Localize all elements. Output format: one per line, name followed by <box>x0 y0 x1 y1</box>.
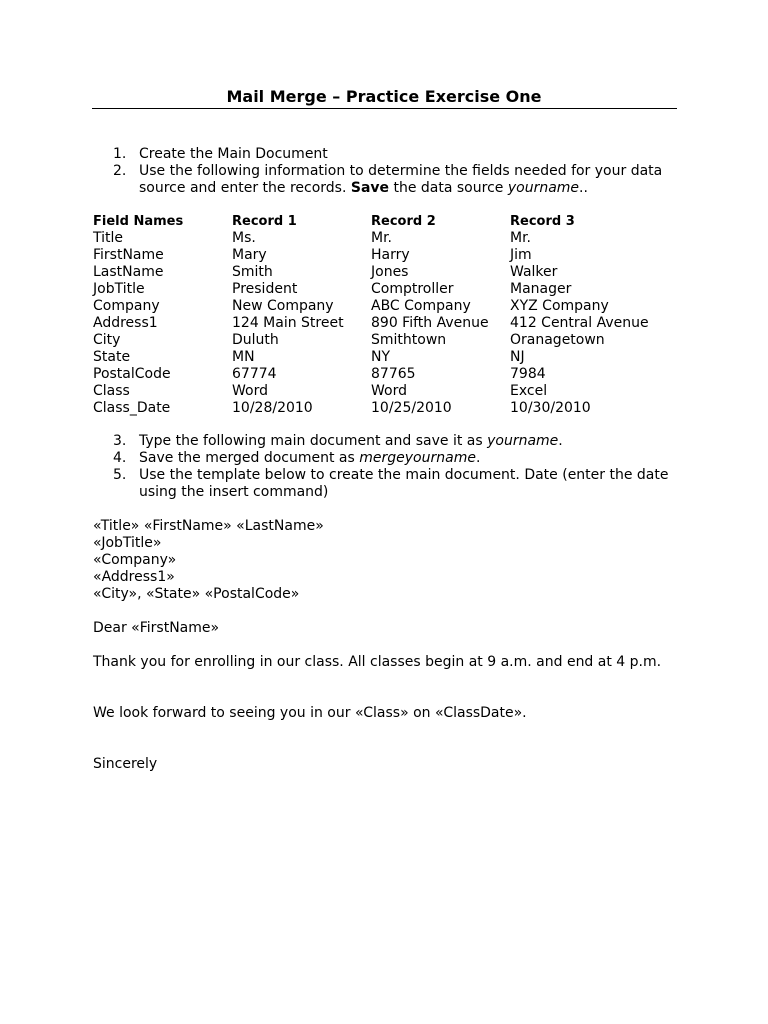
list-number: 3. <box>113 433 127 449</box>
record-value-cell: Walker <box>510 264 558 280</box>
table-row <box>93 332 670 349</box>
list-item <box>113 450 683 467</box>
record-value-cell: Jim <box>510 247 532 263</box>
table-row <box>93 366 670 383</box>
record-value-cell: NJ <box>510 349 525 365</box>
title-underline <box>92 108 677 109</box>
bold-text: Save <box>350 180 390 196</box>
instructions-list-part1 <box>113 146 683 197</box>
table-row <box>93 315 670 332</box>
record-value-cell: Oranagetown <box>510 332 605 348</box>
record-value-cell: 10/25/2010 <box>371 400 452 416</box>
record-value-cell: New Company <box>232 298 334 314</box>
record-value-cell: Smithtown <box>371 332 447 348</box>
record-value-cell: Mary <box>232 247 267 263</box>
record-value-cell: Word <box>371 383 407 399</box>
letter-greeting: Dear «FirstName» <box>93 620 220 636</box>
record-value-cell: Comptroller <box>371 281 454 297</box>
table-row <box>93 400 670 417</box>
template-line: «Title» «FirstName» «LastName» <box>93 518 324 534</box>
list-number: 1. <box>113 146 127 162</box>
record-value-cell: 412 Central Avenue <box>510 315 649 331</box>
record-value-cell: 87765 <box>371 366 416 382</box>
record-value-cell: 7984 <box>510 366 546 382</box>
text-run: Type the following main document and save it as <box>139 433 488 449</box>
table-row <box>93 264 670 281</box>
table-row <box>93 281 670 298</box>
record-value-cell: President <box>232 281 298 297</box>
field-name-cell: Class_Date <box>93 400 171 416</box>
record-value-cell: Ms. <box>232 230 256 246</box>
text-run: . <box>475 450 481 466</box>
field-name-cell: Address1 <box>93 315 158 331</box>
record-value-cell: Jones <box>371 264 409 280</box>
table-row <box>93 298 670 315</box>
text-run: Save the merged document as <box>139 450 360 466</box>
list-item <box>113 163 683 197</box>
record-value-cell: XYZ Company <box>510 298 609 314</box>
column-header: Record 3 <box>510 214 575 229</box>
column-header: Field Names <box>93 214 184 229</box>
field-name-cell: Title <box>93 230 124 246</box>
page-title: Mail Merge – Practice Exercise One <box>226 87 542 106</box>
text-run: the data source <box>389 180 508 196</box>
table-body <box>93 230 670 417</box>
merge-field-template <box>93 518 324 603</box>
record-value-cell: 124 Main Street <box>232 315 344 331</box>
instructions-list-part2 <box>113 433 683 501</box>
list-text <box>139 433 683 450</box>
record-value-cell: Harry <box>371 247 410 263</box>
italic-text: yourname <box>487 433 559 449</box>
record-value-cell: Excel <box>510 383 548 399</box>
table-row <box>93 247 670 264</box>
table-header-row <box>93 213 670 230</box>
list-number: 2. <box>113 163 127 179</box>
list-item <box>113 433 683 450</box>
record-value-cell: Mr. <box>371 230 392 246</box>
record-value-cell: 67774 <box>232 366 277 382</box>
field-name-cell: FirstName <box>93 247 164 263</box>
field-name-cell: LastName <box>93 264 164 280</box>
template-line: «JobTitle» <box>93 535 162 551</box>
template-line: «Company» <box>93 552 177 568</box>
record-value-cell: Duluth <box>232 332 279 348</box>
record-value-cell: Manager <box>510 281 572 297</box>
record-value-cell: MN <box>232 349 255 365</box>
record-value-cell: NY <box>371 349 391 365</box>
text-run: Use the following information to determine the fields needed for your data source and enter the records. <box>139 163 663 196</box>
list-item <box>113 146 683 163</box>
record-value-cell: 10/30/2010 <box>510 400 591 416</box>
column-header: Record 2 <box>371 214 436 229</box>
field-name-cell: Class <box>93 383 130 399</box>
list-text: Use the template below to create the main document. Date (enter the date using the insert command) <box>139 467 669 500</box>
record-value-cell: Smith <box>232 264 273 280</box>
record-value-cell: Mr. <box>510 230 531 246</box>
field-name-cell: PostalCode <box>93 366 171 382</box>
list-number: 5. <box>113 467 127 483</box>
list-text <box>139 163 683 197</box>
list-text <box>139 450 683 467</box>
record-value-cell: 10/28/2010 <box>232 400 313 416</box>
field-name-cell: Company <box>93 298 160 314</box>
column-header: Record 1 <box>232 214 297 229</box>
template-line: «Address1» <box>93 569 175 585</box>
record-value-cell: 890 Fifth Avenue <box>371 315 489 331</box>
field-name-cell: State <box>93 349 131 365</box>
list-item <box>113 467 683 501</box>
list-text: Create the Main Document <box>139 146 328 162</box>
table-row <box>93 230 670 247</box>
letter-closing: Sincerely <box>93 756 158 772</box>
letter-body-paragraph-1: Thank you for enrolling in our class. All classes begin at 9 a.m. and end at 4 p.m. <box>93 654 662 670</box>
record-value-cell: Word <box>232 383 268 399</box>
list-number: 4. <box>113 450 127 466</box>
field-name-cell: JobTitle <box>93 281 145 297</box>
italic-text: mergeyourname <box>359 450 476 466</box>
template-line: «City», «State» «PostalCode» <box>93 586 300 602</box>
text-run: .. <box>579 180 588 196</box>
text-run: . <box>558 433 563 449</box>
records-table <box>93 213 670 417</box>
table-row <box>93 383 670 400</box>
table-row <box>93 349 670 366</box>
record-value-cell: ABC Company <box>371 298 471 314</box>
field-name-cell: City <box>93 332 121 348</box>
letter-body-paragraph-2: We look forward to seeing you in our «Class» on «ClassDate». <box>93 705 527 721</box>
italic-text: yourname <box>507 180 580 196</box>
